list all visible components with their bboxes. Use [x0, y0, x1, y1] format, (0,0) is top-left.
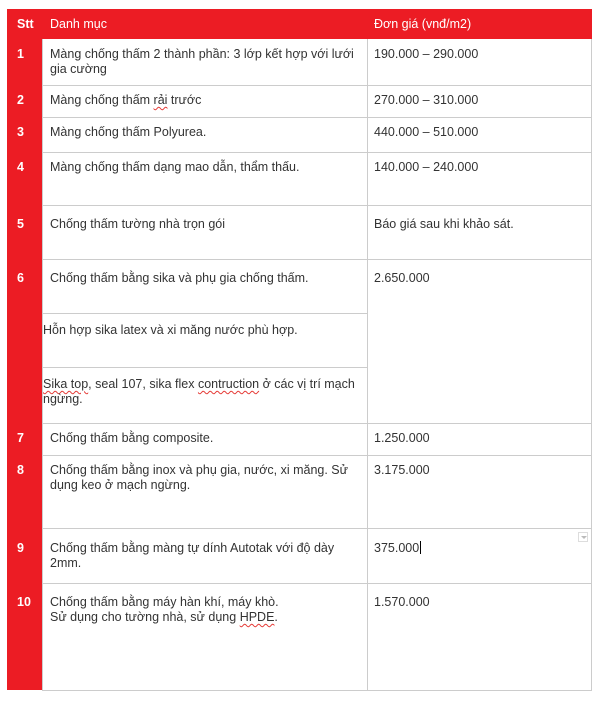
row-name: Chống thấm tường nhà trọn gói: [50, 217, 226, 231]
row-name-underlined: HPDE: [239, 610, 275, 624]
row-price: 140.000 – 240.000: [374, 160, 479, 174]
row-name: [42, 85, 367, 117]
row-name: Chống thấm bằng inox và phụ gia, nước, xi măng. Sử dụng keo ở mạch ngừng.: [50, 463, 349, 492]
row-price: 190.000 – 290.000: [374, 47, 479, 61]
table-row: [7, 455, 592, 528]
row-price-cell[interactable]: [367, 528, 592, 583]
row-price: 270.000 – 310.000: [374, 93, 479, 107]
row-name: Chống thấm bằng composite.: [50, 431, 214, 445]
text-cursor: [420, 541, 421, 554]
row-subitem: Hỗn hợp sika latex và xi măng nước phù hợp.: [43, 323, 298, 337]
dropdown-arrow-icon[interactable]: [578, 532, 588, 542]
row-name: Chống thấm bằng sika và phụ gia chống thấm.: [50, 271, 309, 285]
row-name: Màng chống thấm 2 thành phần: 3 lớp kết hợp với lưới gia cường: [50, 47, 354, 76]
row-price: 375.000: [374, 541, 420, 555]
row-name-underlined: rải: [153, 93, 168, 107]
row-stt: 5: [7, 205, 42, 259]
table-row: [7, 85, 592, 117]
row-subitem: [42, 377, 367, 407]
row-stt: 3: [7, 117, 42, 152]
row-name: Màng chống thấm dạng mao dẫn, thẩm thấu.: [50, 160, 300, 174]
row-stt: 6: [7, 259, 42, 423]
row-name: Chống thấm bằng màng tự dính Autotak với độ dày 2mm.: [50, 541, 335, 570]
row-price: 1.250.000: [374, 431, 430, 445]
row-name-text: .: [274, 610, 278, 624]
header-name: Danh mục: [50, 17, 107, 31]
row-stt: 10: [7, 583, 42, 690]
row-price: 1.570.000: [374, 595, 430, 609]
row-name: Màng chống thấm Polyurea.: [50, 125, 207, 139]
row-stt: 8: [7, 455, 42, 528]
row-name-line: Chống thấm bằng máy hàn khí, máy khò.: [50, 595, 279, 609]
row-price: Báo giá sau khi khảo sát.: [374, 217, 514, 231]
table-row: [7, 423, 592, 455]
row-stt: 7: [7, 423, 42, 455]
row-name-text: trước: [167, 93, 202, 107]
table-row: [7, 152, 592, 205]
row-price: 3.175.000: [374, 463, 430, 477]
table-row: [7, 205, 592, 259]
table-row: [7, 39, 592, 85]
row-subitem-underlined: Sika top: [43, 377, 89, 391]
row-name-text: Sử dụng cho tường nhà, sử dụng: [50, 610, 240, 624]
table-row: [7, 259, 592, 423]
row-stt: 1: [7, 39, 42, 85]
header-stt: Stt: [17, 17, 34, 31]
header-price: Đơn giá (vnđ/m2): [374, 17, 472, 31]
row-price: 440.000 – 510.000: [374, 125, 479, 139]
row-subitem-text: ở các vị trí mạch ngừng.: [43, 377, 355, 406]
grid-hline: [42, 690, 592, 691]
table-row: [7, 117, 592, 152]
table-header: [7, 9, 592, 39]
row-name-line: [50, 610, 361, 625]
table-row: [7, 583, 592, 690]
row-subitem-underlined: contruction: [197, 377, 260, 391]
row-stt: 9: [7, 528, 42, 583]
table-row: [7, 528, 592, 583]
row-stt: 4: [7, 152, 42, 205]
row-subitem-text: , seal 107, sika flex: [88, 377, 198, 391]
row-stt: 2: [7, 85, 42, 117]
row-price: 2.650.000: [374, 271, 430, 285]
row-name-text: Màng chống thấm: [50, 93, 154, 107]
row-name: [42, 583, 367, 690]
